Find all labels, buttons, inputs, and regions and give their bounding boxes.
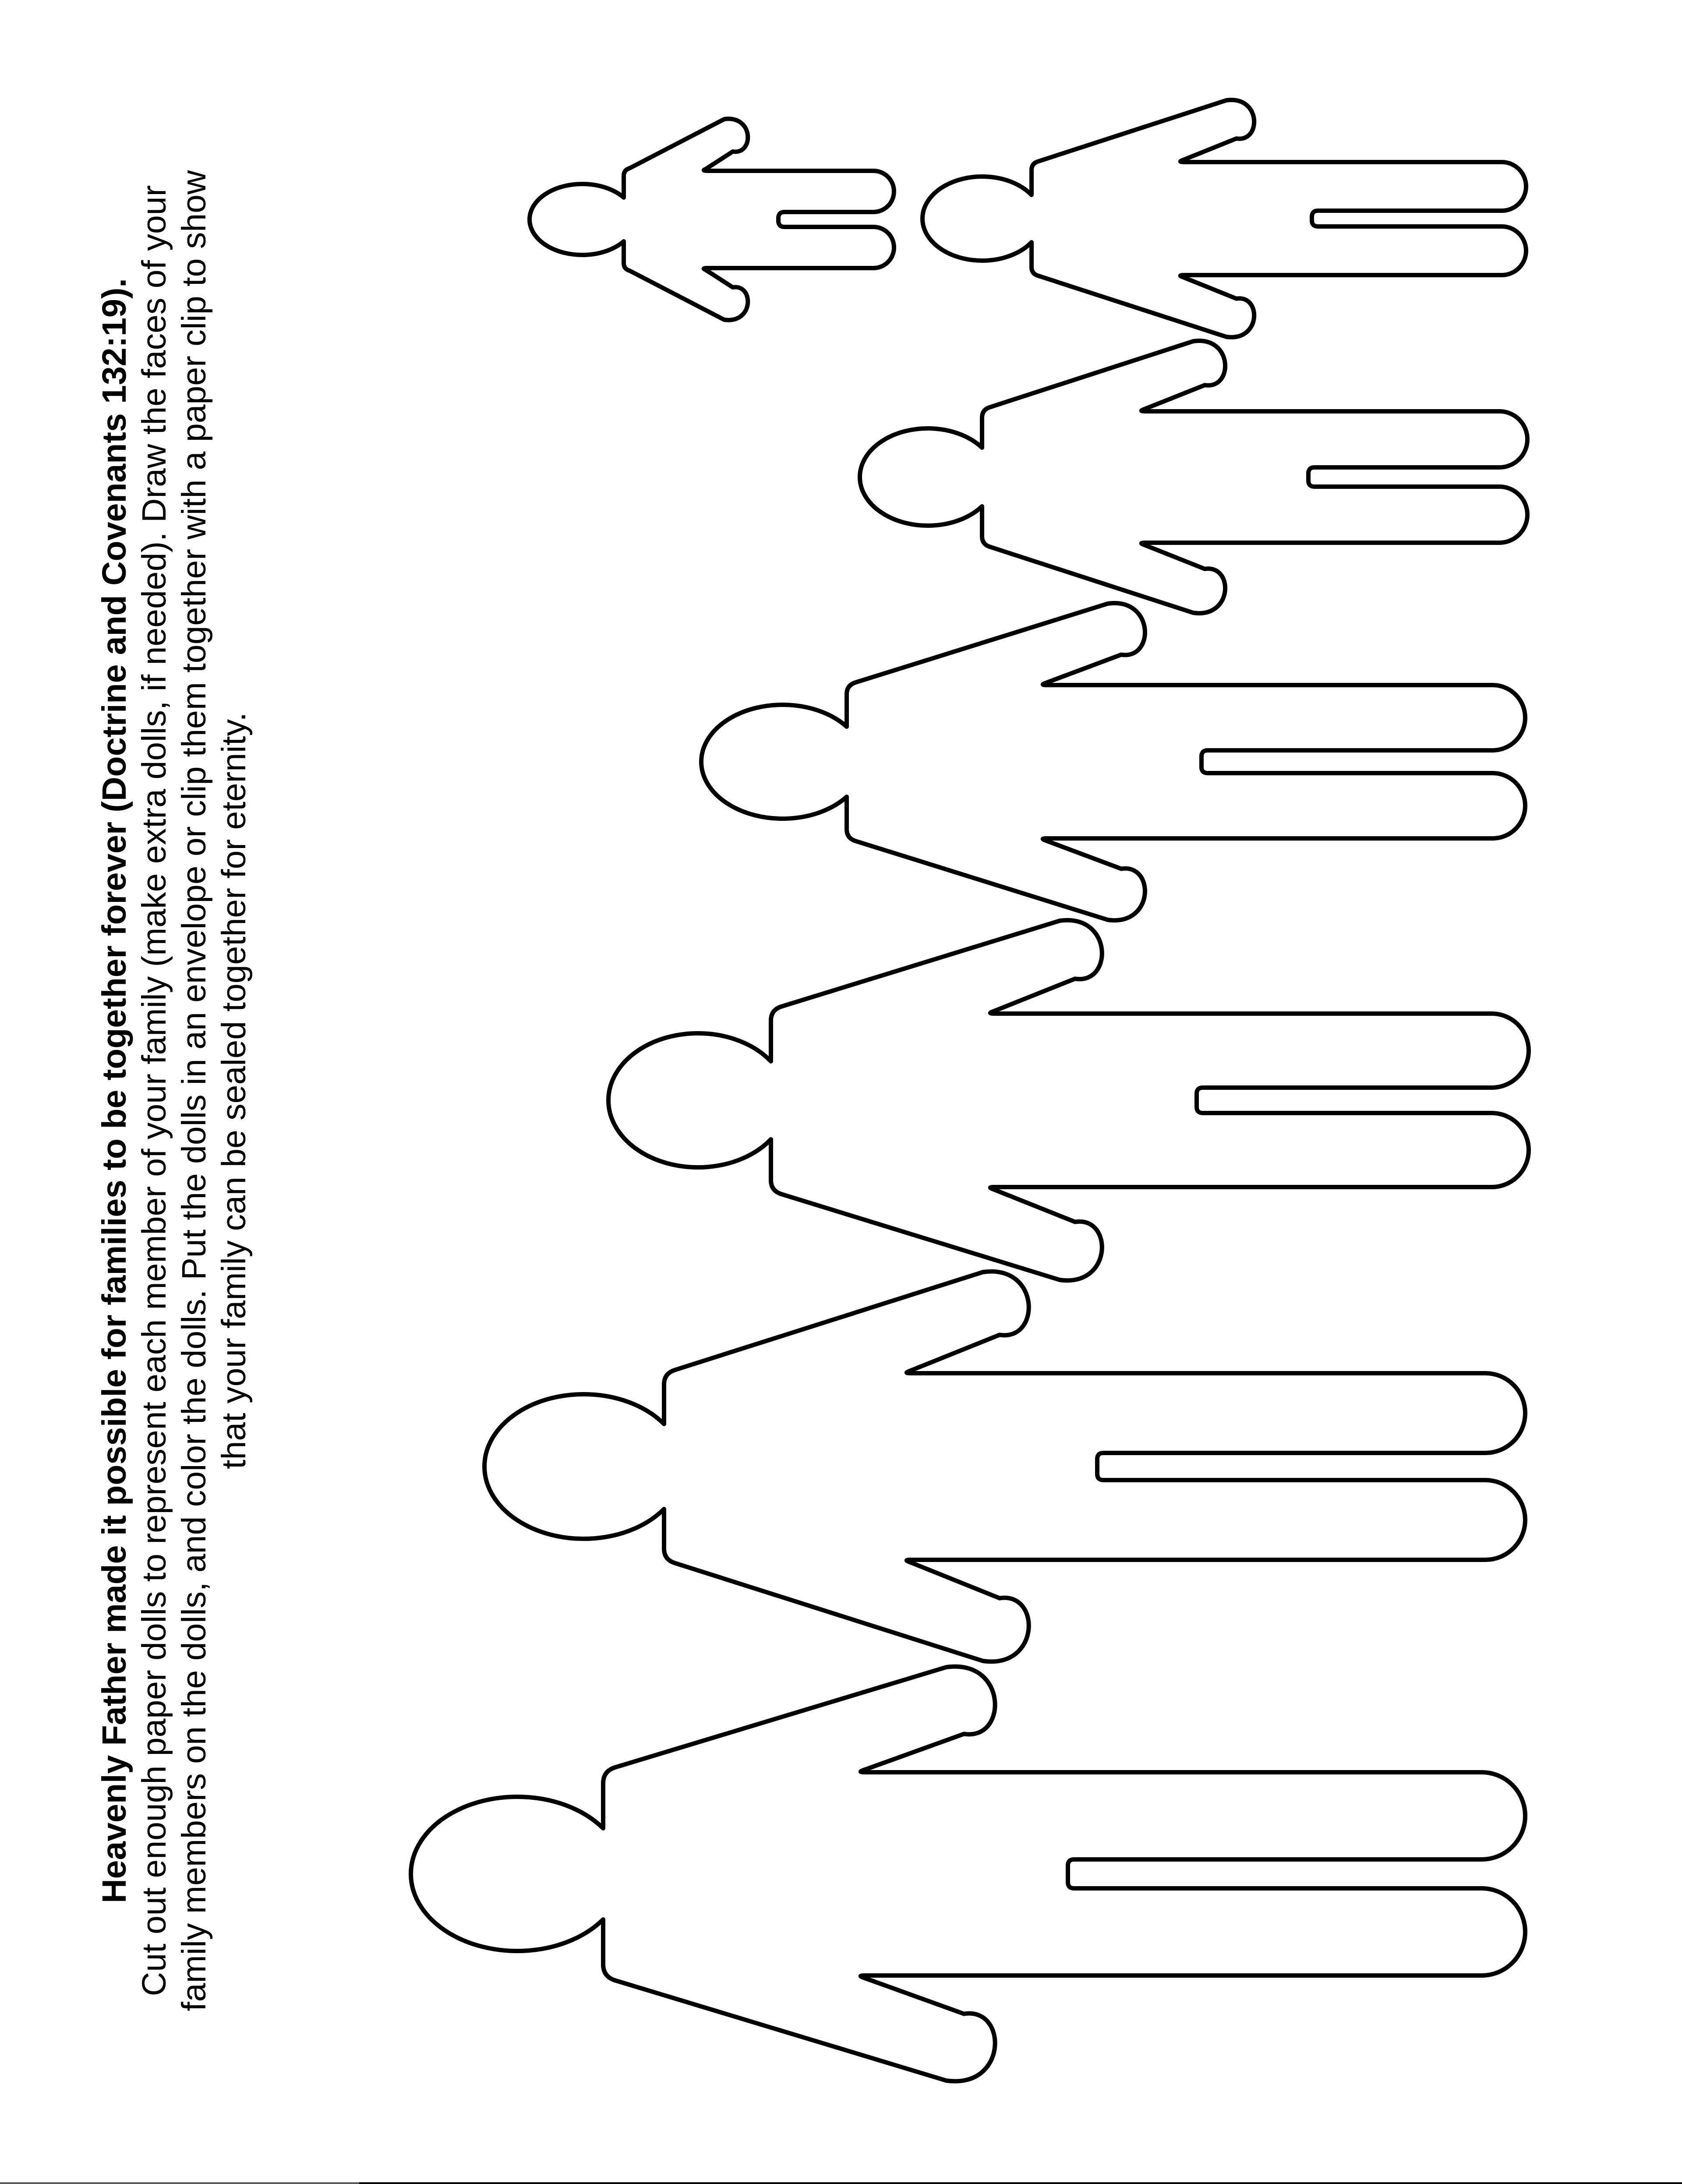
paper-doll-2-icon [922,100,1526,337]
paper-doll-3-icon [860,341,1527,613]
paper-doll-5-icon [608,920,1529,1280]
paper-doll-1-icon [530,119,894,320]
page-heading: Heavenly Father made it possible for families to be together forever (Doctrine and Covenants 132:19). [95,278,133,1903]
instruction-line-1: Cut out enough paper dolls to represent each member of your family (make extra dolls, if needed). Draw the faces of your [135,185,173,1997]
paper-doll-4-icon [701,603,1525,920]
instruction-line-2: family members on the dolls, and color the dolls. Put the dolls in an envelope or clip them together with a paper clip to show [175,170,213,2011]
bottom-scrollbar[interactable] [0,2182,1682,2184]
instruction-line-3: that your family can be sealed together for eternity. [215,712,253,1469]
scrollbar-thumb[interactable] [0,2182,359,2184]
paper-doll-7-icon [411,1667,1525,2082]
paper-doll-6-icon [484,1272,1525,1662]
